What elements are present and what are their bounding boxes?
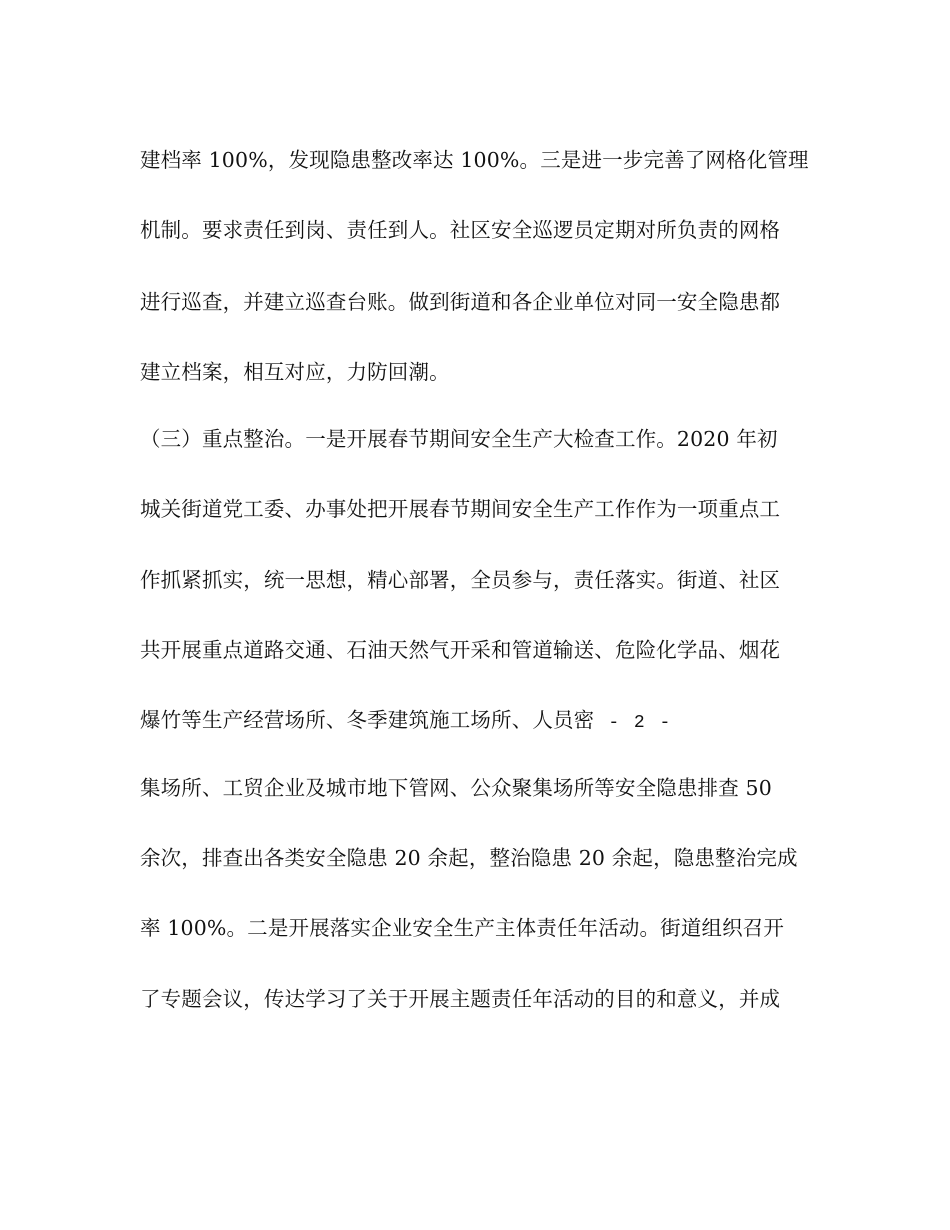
text-line: 共开展重点道路交通、石油天然气开采和管道输送、危险化学品、烟花 bbox=[140, 638, 781, 662]
text-line: 了专题会议，传达学习了关于开展主题责任年活动的目的和意义，并成 bbox=[140, 987, 781, 1011]
text-line: 集场所、工贸企业及城市地下管网、公众聚集场所等安全隐患排查 50 bbox=[140, 776, 772, 800]
text-line: 进行巡查，并建立巡查台账。做到街道和各企业单位对同一安全隐患都 bbox=[140, 290, 781, 314]
text-line-with-page-number bbox=[140, 706, 672, 737]
text-line: 城关街道党工委、办事处把开展春节期间安全生产工作作为一项重点工 bbox=[140, 497, 781, 521]
text-line: 爆竹等生产经营场所、冬季建筑施工场所、人员密 bbox=[140, 708, 595, 732]
text-line: 机制。要求责任到岗、责任到人。社区安全巡逻员定期对所负责的网格 bbox=[140, 218, 781, 242]
text-line: 率 100%。二是开展落实企业安全生产主体责任年活动。街道组织召开 bbox=[140, 916, 785, 940]
text-line: 建档率 100%，发现隐患整改率达 100%。三是进一步完善了网格化管理 bbox=[140, 148, 809, 172]
text-line: （三）重点整治。一是开展春节期间安全生产大检查工作。2020 年初 bbox=[140, 427, 778, 451]
page-number: - 2 - bbox=[608, 713, 673, 733]
text-line: 作抓紧抓实，统一思想，精心部署，全员参与，责任落实。街道、社区 bbox=[140, 568, 781, 592]
text-line: 建立档案，相互对应，力防回潮。 bbox=[140, 360, 450, 384]
text-line: 余次，排查出各类安全隐患 20 余起，整治隐患 20 余起，隐患整治完成 bbox=[140, 846, 798, 870]
